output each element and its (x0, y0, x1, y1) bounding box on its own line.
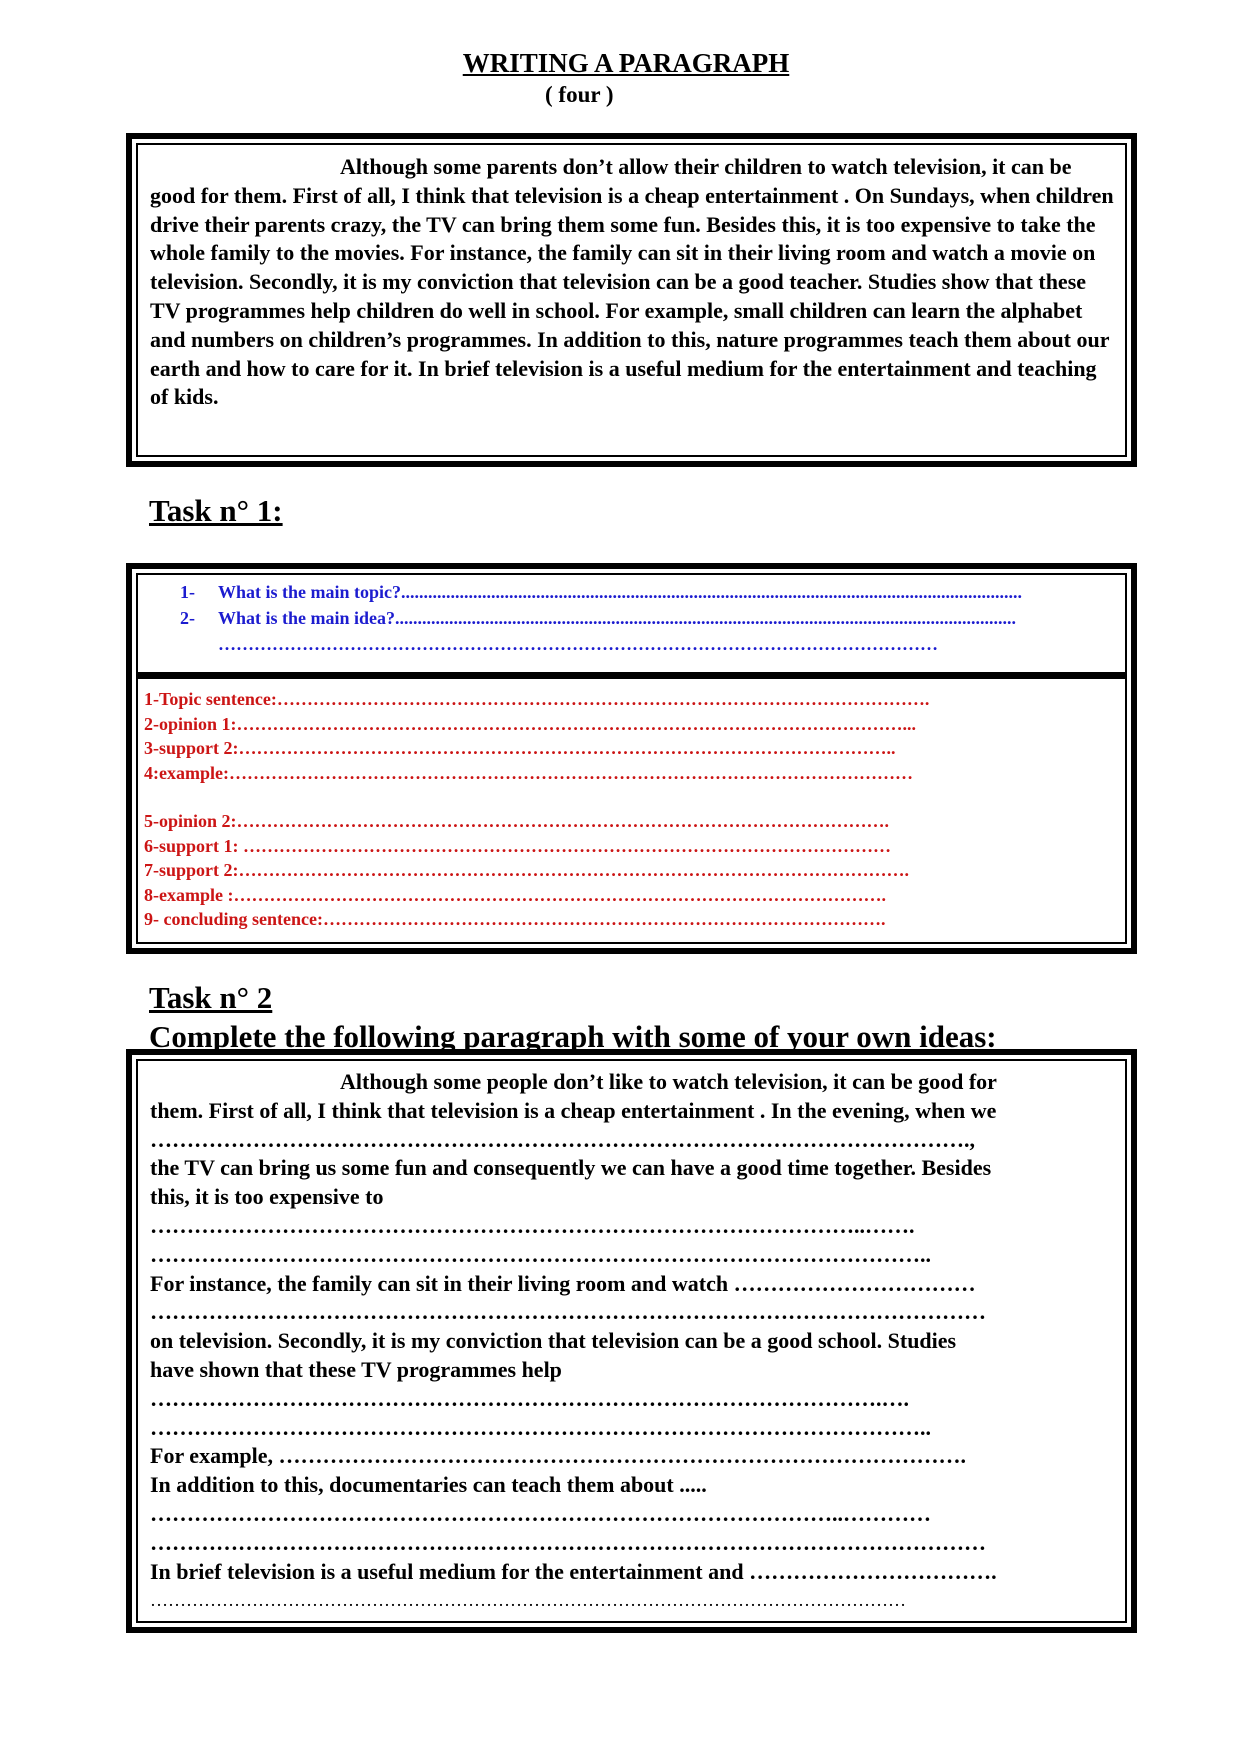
question-item[interactable]: 2- What is the main idea?.......................................................................................................................................... (180, 608, 1017, 628)
fill-in-line[interactable]: ……………………………………………………………………………………………………………… (150, 1590, 906, 1611)
fill-in-line[interactable]: …………………………………………………………………………………………………… (150, 1529, 986, 1555)
completion-paragraph: Although some people don’t like to watch television, it can be good for them. First of all, I think that television is a cheap entertainment . In the evening, when we …………………………………………………………………………………………………., the TV can bring us some fun and consequently we can have a good time together. Besides this, it is too expensive to ……………………………………………………………………………………..……. …………………………………………………………………………………………….. For instance, the family can sit in their living room and watch …………………………… …………………………………………………………………………………………………… on television. Secondly, it is my conviction that television can be a good school. Studies have shown that these TV programmes help ……………………………………………………………………………………….…. …………………………………………………………………………………………….. For example, …………………………………………………………………………………. In addition to this, documentaries can teach them about ..... …………………………………………………………………………………..………… …………………………………………………………………………………………………… In brief television is a useful medium for the entertainment and ……………………………. ……………………………………………………………………………………………………………… (150, 1068, 1115, 1615)
task2-heading: Task n° 2 (149, 980, 273, 1015)
fill-in-line[interactable]: …………………………………………………………………………………………………., (150, 1126, 975, 1152)
fill-in-line[interactable]: …………………………………………………………………………………………….. (150, 1414, 931, 1440)
outline-support[interactable]: 7-support 2:…………………………………………………………………………………………………. (144, 860, 910, 880)
fill-in-line[interactable]: …………………………………………………………………………………………….. (150, 1241, 931, 1267)
answer-line[interactable]: ………………………………………………………………………………………………………… (218, 634, 938, 654)
model-paragraph-box (126, 133, 1137, 467)
page-subtitle: ( four ) (545, 82, 614, 107)
task1-heading: Task n° 1: (149, 493, 283, 528)
fill-in-line[interactable]: ……………………………………………………………………………………….…. (150, 1385, 909, 1411)
task1-box (126, 563, 1137, 954)
outline-topic-sentence[interactable]: 1-Topic sentence:………………………………………………………………………………………………. (144, 689, 930, 709)
outline-example[interactable]: 8-example :………………………………………………………………………………………………. (144, 884, 886, 905)
fill-in-line[interactable]: …………………………………………………………………………………………………… (150, 1299, 986, 1325)
outline-opinion-2[interactable]: 5-opinion 2:………………………………………………………………………………………………. (144, 811, 890, 831)
outline-concluding-sentence[interactable]: 9- concluding sentence:…………………………………………………………………………………. (144, 909, 886, 929)
outline-support[interactable]: 3-support 2:……………………………………………………………………………………………….. (144, 738, 896, 758)
question-list (180, 579, 1022, 657)
outline-support[interactable]: 6-support 1: ……………………………………………………………………………………………… (144, 835, 892, 856)
task2-instruction: Complete the following paragraph with some of your own ideas: (149, 1019, 997, 1054)
task2-box (126, 1049, 1137, 1633)
question-item[interactable]: 1- What is the main topic?.......................................................................................................................................... (180, 582, 1023, 602)
fill-in-line[interactable]: ……………………………………………………………………………………..……. (150, 1212, 915, 1238)
outline-opinion-1[interactable]: 2-opinion 1:…………………………………………………………………………………………………... (144, 713, 917, 734)
paragraph-outline (144, 687, 929, 932)
section-divider (136, 675, 1127, 679)
fill-in-line[interactable]: …………………………………………………………………………………..………… (150, 1500, 931, 1526)
model-paragraph: Although some parents don’t allow their children to watch television, it can be good for them. First of all, I think that television is a cheap entertainment . On Sundays, when children drive their parents crazy, the TV can bring them some fun. Besides this, it is too expensive to take the whole family to the movies. For instance, the family can sit in their living room and watch a movie on television. Secondly, it is my conviction that television can be a good teacher. Studies show that these TV programmes help children do well in school. For example, small children can learn the alphabet and numbers on children’s programmes. In addition to this, nature programmes teach them about our earth and how to care for it. In brief television is a useful medium for the entertainment and teaching of kids. (150, 154, 1114, 410)
outline-example[interactable]: 4:example:…………………………………………………………………………………………………… (144, 762, 913, 783)
page-title: WRITING A PARAGRAPH (462, 48, 790, 78)
